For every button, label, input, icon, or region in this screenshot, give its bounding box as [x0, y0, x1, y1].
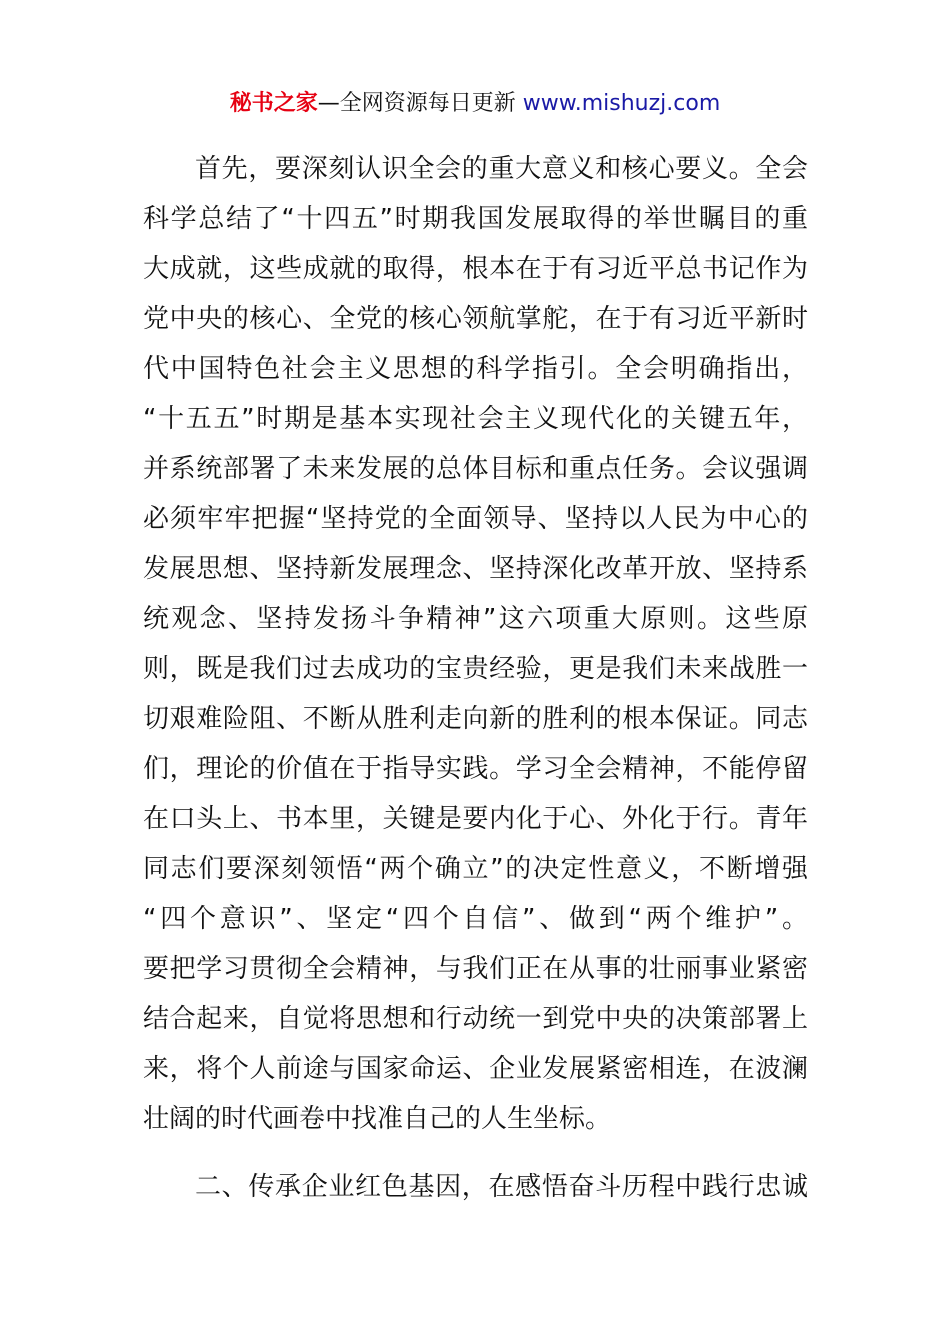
section-heading: 二、传承企业红色基因，在感悟奋斗历程中践行忠诚 [195, 1172, 808, 1202]
paragraph-line: 来，将个人前途与国家命运、企业发展紧密相连，在波澜 [143, 1054, 808, 1084]
paragraph-line: 党中央的核心、全党的核心领航掌舵，在于有习近平新时 [143, 304, 808, 334]
site-url-link[interactable]: www.mishuzj.com [522, 91, 721, 116]
paragraph-line: 统观念、坚持发扬斗争精神”这六项重大原则。这些原 [143, 604, 808, 634]
paragraph-line: “四个意识”、坚定“四个自信”、做到“两个维护”。 [143, 904, 808, 934]
paragraph-line: 首先，要深刻认识全会的重大意义和核心要义。全会 [195, 154, 808, 184]
paragraph-line: 发展思想、坚持新发展理念、坚持深化改革开放、坚持系 [143, 554, 808, 584]
header-slogan: —全网资源每日更新 [317, 91, 523, 116]
paragraph-line: 科学总结了“十四五”时期我国发展取得的举世瞩目的重 [143, 204, 808, 234]
paragraph-line: 们，理论的价值在于指导实践。学习全会精神，不能停留 [143, 754, 808, 784]
brand-name: 秘书之家 [229, 91, 318, 116]
paragraph-line: 同志们要深刻领悟“两个确立”的决定性意义，不断增强 [143, 854, 808, 884]
paragraph-line: 代中国特色社会主义思想的科学指引。全会明确指出， [143, 354, 808, 384]
paragraph-line: 大成就，这些成就的取得，根本在于有习近平总书记作为 [143, 254, 808, 284]
paragraph-line: 在口头上、书本里，关键是要内化于心、外化于行。青年 [143, 804, 808, 834]
paragraph-line: 结合起来，自觉将思想和行动统一到党中央的决策部署上 [143, 1004, 808, 1034]
paragraph-line: 壮阔的时代画卷中找准自己的人生坐标。 [143, 1104, 612, 1134]
body-paragraph [143, 144, 808, 1144]
document-body [143, 144, 808, 1212]
paragraph-line: 切艰难险阻、不断从胜利走向新的胜利的根本保证。同志 [143, 704, 808, 734]
paragraph-line: 必须牢牢把握“坚持党的全面领导、坚持以人民为中心的 [143, 504, 808, 534]
paragraph-line: “十五五”时期是基本实现社会主义现代化的关键五年， [143, 404, 808, 434]
site-header [0, 88, 950, 120]
paragraph-line: 则，既是我们过去成功的宝贵经验，更是我们未来战胜一 [143, 654, 808, 684]
paragraph-line: 并系统部署了未来发展的总体目标和重点任务。会议强调 [143, 454, 808, 484]
paragraph-line: 要把学习贯彻全会精神，与我们正在从事的壮丽事业紧密 [143, 954, 808, 984]
